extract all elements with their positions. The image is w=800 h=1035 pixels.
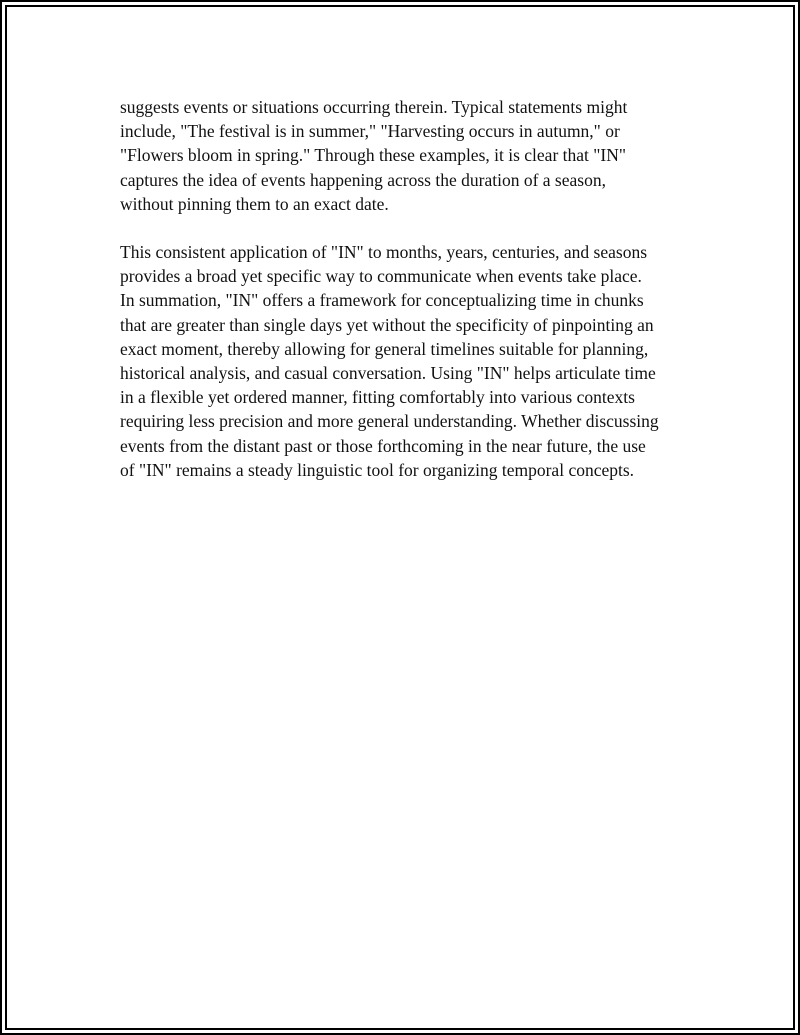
paragraph-line: that are greater than single days yet without the specificity of pinpointing an	[120, 314, 654, 335]
paragraph-line: exact moment, thereby allowing for general timelines suitable for planning,	[120, 338, 649, 359]
paragraph-2	[120, 240, 690, 482]
paragraph-line: "Flowers bloom in spring." Through these examples, it is clear that "IN"	[120, 145, 627, 166]
paragraph-line: captures the idea of events happening across the duration of a season,	[120, 169, 606, 190]
paragraph-line: This consistent application of "IN" to months, years, centuries, and seasons	[120, 242, 648, 263]
document-body	[120, 95, 690, 506]
paragraph-line: provides a broad yet specific way to communicate when events take place.	[120, 266, 642, 287]
paragraph-1	[120, 95, 690, 216]
paragraph-line: include, "The festival is in summer," "Harvesting occurs in autumn," or	[120, 121, 620, 142]
paragraph-line: In summation, "IN" offers a framework for conceptualizing time in chunks	[120, 290, 644, 311]
paragraph-line: requiring less precision and more general understanding. Whether discussing	[120, 411, 659, 432]
paragraph-line: historical analysis, and casual conversation. Using "IN" helps articulate time	[120, 363, 656, 384]
paragraph-line: in a flexible yet ordered manner, fitting comfortably into various contexts	[120, 387, 635, 408]
paragraph-line: events from the distant past or those forthcoming in the near future, the use	[120, 435, 646, 456]
paragraph-line: of "IN" remains a steady linguistic tool for organizing temporal concepts.	[120, 459, 635, 480]
paragraph-line: without pinning them to an exact date.	[120, 193, 389, 214]
paragraph-line: suggests events or situations occurring therein. Typical statements might	[120, 97, 628, 117]
